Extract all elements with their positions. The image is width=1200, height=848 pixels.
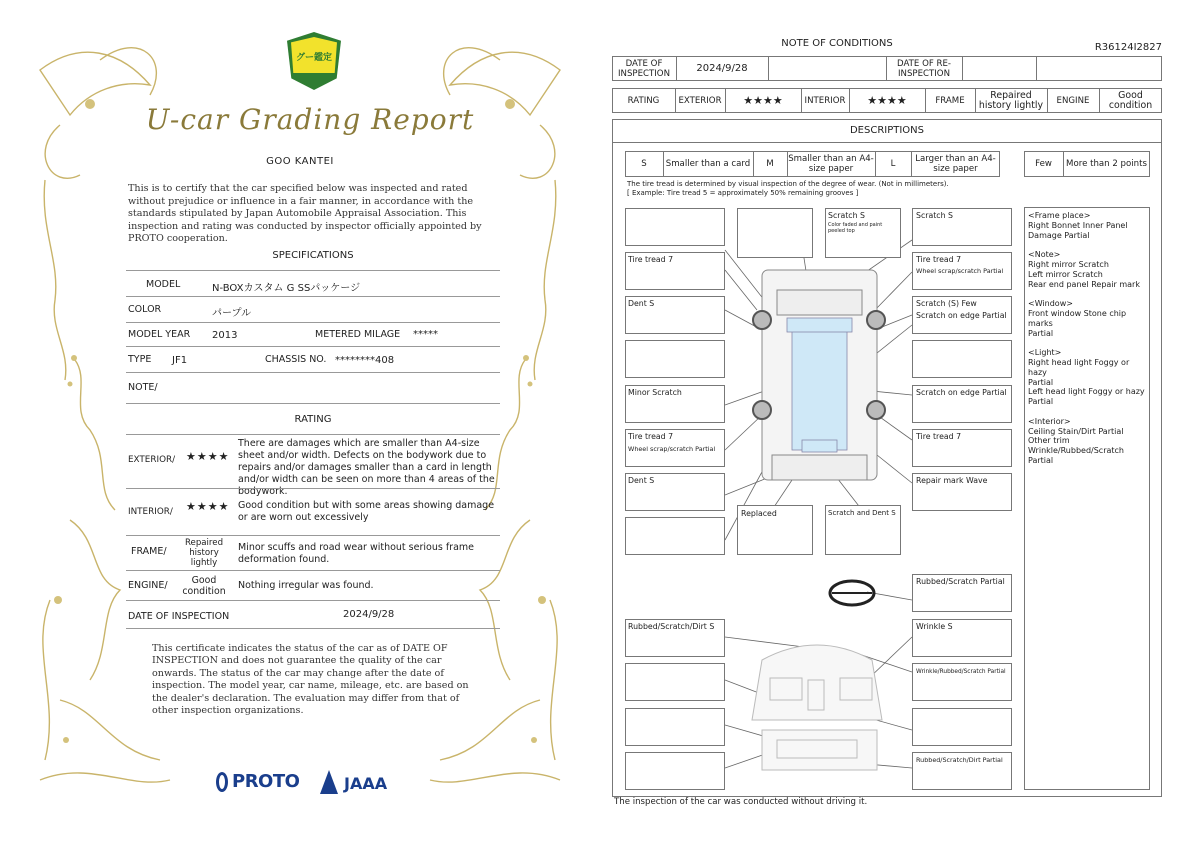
divider [126, 434, 500, 435]
model-label: MODEL [146, 279, 181, 290]
note-line: Other trim [1028, 436, 1070, 446]
divider [126, 628, 500, 629]
note-line: Rear end panel Repair mark [1028, 279, 1140, 289]
divider [126, 322, 500, 323]
report-footer: The inspection of the car was conducted without driving it. [614, 797, 868, 807]
divider [126, 600, 500, 601]
note-line: Partial [1028, 397, 1054, 407]
exterior-stars: ★★★★ [186, 450, 230, 463]
divider [126, 488, 500, 489]
brand-name: GOO KANTEI [266, 156, 334, 167]
divider [126, 570, 500, 571]
divider [962, 56, 963, 81]
condition-right-2a: Scratch (S) Few [916, 299, 977, 308]
condition-box [625, 208, 725, 246]
divider [1036, 56, 1037, 81]
date-of-inspection-value: 2024/9/28 [343, 609, 395, 620]
frame-description: Minor scuffs and road wear without serious frame deformation found. [238, 542, 474, 565]
condition-interior-right-4: Rubbed/Scratch/Dirt Partial [916, 756, 1003, 764]
tire-example: [ Example: Tire tread 5 = approximately 50% remaining grooves ] [627, 189, 859, 197]
note-line: <Interior> [1028, 416, 1071, 426]
tire-note: The tire tread is determined by visual inspection of the degree of wear. (Not in millimeters). [627, 180, 949, 188]
interior-stars: ★★★★ [867, 93, 907, 107]
note-line: <Note> [1028, 250, 1061, 260]
note-line: Right head light Foggy or hazy [1028, 357, 1130, 377]
frame-value: Repaired history lightly [978, 89, 1044, 111]
condition-box [912, 708, 1012, 746]
color-label: COLOR [128, 304, 162, 315]
badge-text: グー鑑定 [295, 53, 332, 63]
exterior-description: There are damages which are smaller than A4-size sheet and/or width. Defects on the bodywork due to repairs and/or damages smaller than a card in length and/or width can be seen on more than 4 areas of the bodywork. [238, 438, 495, 497]
exterior-label: EXTERIOR [678, 95, 722, 106]
divider [126, 403, 500, 404]
divider [126, 372, 500, 373]
notes-list [1028, 211, 1148, 466]
condition-steering: Rubbed/Scratch Partial [916, 577, 1005, 586]
condition-box [625, 708, 725, 746]
model-value: N-BOXカスタム G SSパッケージ [212, 283, 361, 294]
date-of-inspection-label: DATE OF INSPECTION [128, 611, 230, 622]
certificate-intro: This is to certify that the car specified below was inspected and rated without prejudice or influence in a fair manner, in accordance with the standards stipulated by Japan Automobile Appraisal Association. This inspection and rating was conducted by inspector officially appointed by PROTO cooperation. [128, 183, 482, 245]
note-line [1028, 240, 1148, 250]
rating-heading: RATING [294, 414, 332, 425]
condition-left-4: Minor Scratch [628, 388, 682, 397]
condition-right-4: Scratch on edge Partial [916, 388, 1007, 397]
note-line: <Window> [1028, 299, 1073, 309]
proto-logo: PROTO [232, 771, 300, 792]
certificate-footer: This certificate indicates the status of the car as of DATE OF INSPECTION and does not guarantee the quality of the car onwards. The status of the car may change after the date of inspection. The model year, car name, mileage, etc. are based on the dealer's declaration. The evaluation may differ from that of other inspection organizations. [152, 643, 469, 717]
note-line: Partial [1028, 328, 1054, 338]
divider [126, 296, 500, 297]
condition-left-5-sub: Wheel scrap/scratch Partial [628, 445, 716, 453]
legend-few: Few [1035, 159, 1052, 169]
date-of-inspection-label: DATE OF INSPECTION [617, 58, 670, 79]
condition-box [625, 752, 725, 790]
frame-label: FRAME/ [131, 546, 167, 557]
proto-logo-icon [216, 772, 228, 792]
interior-stars: ★★★★ [186, 500, 230, 513]
note-line [1028, 338, 1148, 348]
type-value: JF1 [172, 355, 188, 366]
condition-box [625, 517, 725, 555]
condition-left-6: Dent S [628, 476, 655, 485]
note-line: Wrinkle/Rubbed/Scratch [1028, 446, 1124, 456]
certificate-title: U-car Grading Report [145, 103, 475, 136]
condition-right-6: Repair mark Wave [916, 476, 988, 485]
metered-milage-label: METERED MILAGE [315, 329, 401, 340]
jaaa-logo: JAAA [344, 774, 388, 793]
legend-s-text: Smaller than a card [665, 159, 751, 169]
legend-m: M [766, 159, 774, 169]
condition-interior-right-1: Wrinkle S [916, 622, 953, 631]
divider [612, 142, 1162, 143]
exterior-stars: ★★★★ [743, 93, 783, 107]
note-label: NOTE/ [128, 382, 158, 393]
report-title: NOTE OF CONDITIONS [781, 38, 893, 49]
condition-top-3: Scratch S [916, 211, 953, 220]
exterior-label: EXTERIOR/ [128, 455, 176, 465]
condition-left-1: Tire tread 7 [628, 255, 674, 264]
engine-value: Good condition [1108, 89, 1153, 111]
divider [126, 535, 500, 536]
condition-top-2: Scratch S [828, 211, 865, 220]
condition-box [912, 340, 1012, 378]
windshield [787, 318, 852, 332]
date-of-inspection-value: 2024/9/28 [696, 62, 748, 74]
note-line: Left head light Foggy or hazy [1028, 387, 1145, 397]
condition-right-5: Tire tread 7 [916, 432, 962, 441]
chassis-label: CHASSIS NO. [265, 354, 327, 365]
legend-m-text: Smaller than an A4-size paper [788, 154, 874, 174]
legend-few-text: More than 2 points [1066, 159, 1147, 169]
frame-value: Repaired history lightly [184, 538, 224, 568]
condition-right-2b: Scratch on edge Partial [916, 311, 1007, 320]
condition-bottom-3: Scratch and Dent S [828, 509, 896, 517]
steering-wheel-icon [830, 581, 874, 605]
type-label: TYPE [128, 354, 152, 365]
specifications-heading: SPECIFICATIONS [272, 250, 354, 261]
rating-label: RATING [627, 95, 660, 106]
descriptions-heading: DESCRIPTIONS [849, 125, 925, 136]
engine-label: ENGINE [1056, 95, 1090, 106]
condition-box [737, 208, 813, 258]
condition-bottom-2: Replaced [741, 509, 777, 518]
rear-window [802, 440, 837, 452]
interior-label: INTERIOR [804, 95, 846, 106]
color-value: パープル [212, 308, 252, 319]
condition-left-2: Dent S [628, 299, 655, 308]
note-line: <Frame place> [1028, 211, 1091, 220]
note-line: Right Bonnet Inner Panel [1028, 220, 1128, 230]
condition-interior-right-2: Wrinkle/Rubbed/Scratch Partial [916, 669, 1006, 675]
engine-label: ENGINE/ [128, 580, 168, 591]
chassis-value: ********408 [335, 355, 395, 366]
legend-s: S [641, 159, 647, 169]
roof-glass [792, 330, 847, 450]
date-of-reinspection-label: DATE OF RE-INSPECTION [896, 58, 952, 79]
divider [768, 56, 769, 81]
note-line: Left mirror Scratch [1028, 269, 1103, 279]
condition-right-1-sub: Wheel scrap/scratch Partial [916, 267, 1004, 275]
note-line: Partial [1028, 377, 1054, 387]
interior-description: Good condition but with some areas showing damage or are worn out excessively [238, 500, 495, 523]
condition-box [625, 663, 725, 701]
condition-right-1: Tire tread 7 [916, 255, 962, 264]
divider [126, 270, 500, 271]
engine-value: Good condition [182, 575, 226, 597]
metered-milage-value: ***** [413, 329, 438, 340]
model-year-label: MODEL YEAR [128, 329, 191, 340]
note-line [1028, 289, 1148, 299]
note-line: <Light> [1028, 348, 1062, 358]
frame-label: FRAME [935, 95, 965, 106]
engine-description: Nothing irregular was found. [238, 580, 374, 591]
note-line: Front window Stone chip marks [1028, 308, 1127, 328]
report-code: R36124I2827 [1094, 42, 1162, 53]
note-line: Damage Partial [1028, 230, 1090, 240]
note-line [1028, 407, 1148, 417]
legend-l-text: Larger than an A4-size paper [915, 154, 996, 174]
condition-interior-left-1: Rubbed/Scratch/Dirt S [628, 622, 715, 631]
note-line: Partial [1028, 455, 1054, 465]
condition-box [625, 340, 725, 378]
note-line: Right mirror Scratch [1028, 259, 1109, 269]
legend-l: L [890, 159, 896, 169]
interior-label: INTERIOR/ [128, 507, 173, 517]
interior-seats [752, 645, 882, 770]
divider [126, 346, 500, 347]
model-year-value: 2013 [212, 330, 238, 341]
condition-top-2-sub: Color faded and paint peeled top [828, 222, 883, 234]
condition-left-5: Tire tread 7 [628, 432, 674, 441]
note-line: Ceiling Stain/Dirt Partial [1028, 426, 1124, 436]
